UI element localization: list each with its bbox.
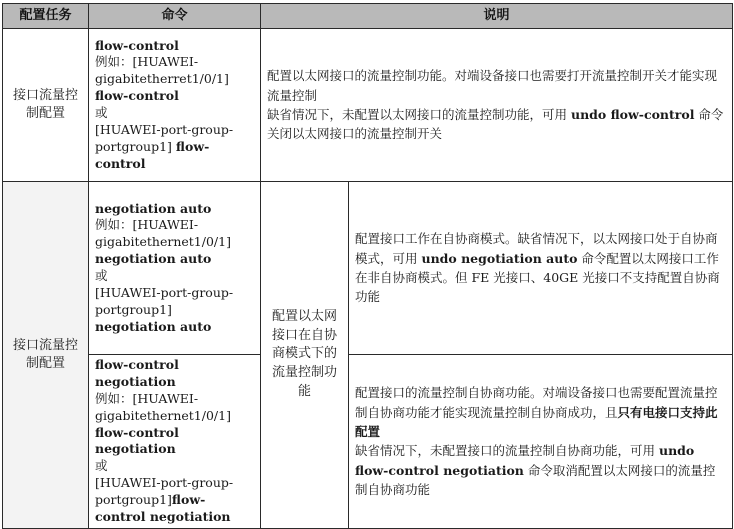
plain-text: 配置以太网接口的流量控制功能。对端设备接口也需要打开流量控制开关才能实现流量控制 [267,68,718,103]
table-row [3,29,733,182]
command-cell [89,29,261,182]
keyword-text: undo negotiation auto [421,250,578,266]
header-task: 配置任务 [3,4,89,29]
description-cell [261,29,733,182]
plain-text: 命令配置以太网接口工作在非自协商模式。但 FE 光接口、40GE 光接口不支持配置自协商功能 [355,250,720,305]
plain-text: [HUAWEI-port-group-portgroup1] [95,121,234,154]
command-cell [89,355,261,529]
subtask-cell: 配置以太网接口在自协商模式下的流量控制功能 [261,182,349,529]
table-row [3,182,733,355]
keyword-text: undo flow-control negotiation [355,443,695,478]
plain-text: 命令关闭以太网接口的流量控制开关 [267,107,724,142]
plain-text: 或 [95,458,108,474]
plain-text: 缺省情况下，未配置以太网接口的流量控制功能，可用 [267,107,571,122]
plain-text: 配置接口工作在自协商模式。缺省情况下，以太网接口处于自协商模式，可用 [355,231,718,266]
plain-text: 例如：[HUAWEI-gigabitetherret1/0/1] [95,54,229,87]
plain-text: [HUAWEI-port-group-portgroup1] [95,284,234,317]
command-cell [89,182,261,355]
table-row [3,355,733,529]
description-cell [349,182,733,355]
header-row [3,4,733,29]
keyword-text: negotiation auto [95,200,212,216]
plain-text: 配置接口的流量控制自协商功能。对端设备接口也需要配置流量控制自协商功能才能实现流量控制自协商成功，且 [355,385,718,420]
plain-text: 缺省情况下，未配置接口的流量控制自协商功能，可用 [355,443,659,459]
keyword-text: flow-control negotiation [95,357,179,389]
plain-text: [HUAWEI-port-group-portgroup1] [95,475,234,507]
plain-text: 或 [95,268,108,283]
header-description: 说明 [261,4,733,29]
keyword-text: flow-control negotiation [95,424,179,457]
plain-text: 例如：[HUAWEI-gigabitethernet1/0/1] [95,217,231,250]
plain-text: 或 [95,105,108,120]
header-command: 命令 [89,4,261,29]
keyword-text: negotiation auto [95,318,212,334]
keyword-text: flow-control [95,88,179,104]
keyword-text: flow-control [95,138,210,171]
plain-text: 例如：[HUAWEI-gigabitethernet1/0/1] [95,390,231,423]
keyword-text: 只有电接口支持此配置 [355,404,718,439]
plain-text: 命令取消配置以太网接口的流量控制自协商功能 [355,462,716,498]
keyword-text: undo flow-control [570,107,695,122]
task-cell: 接口流量控制配置 [3,182,89,529]
description-cell [349,355,733,529]
task-cell: 接口流量控制配置 [3,29,89,182]
keyword-text: negotiation auto [95,251,212,267]
config-table [2,3,733,529]
keyword-text: flow-control negotiation [95,492,231,524]
keyword-text: flow-control [95,37,179,53]
